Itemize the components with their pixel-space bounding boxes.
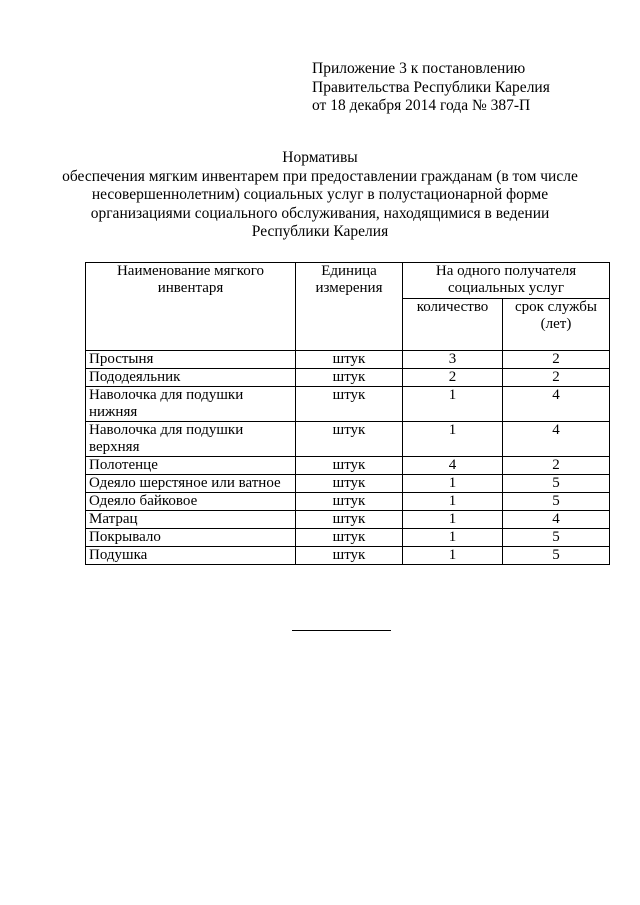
row-service-life-cell: 5 [503,529,610,547]
title-line: несовершеннолетним) социальных услуг в полустационарной форме [91,186,549,203]
row-service-life-cell: 4 [503,511,610,529]
header-per-recipient: На одного получателя социальных услуг [403,263,610,299]
appendix-line: Правительства Республики Карелия [312,78,550,96]
row-quantity-cell: 3 [403,351,503,369]
row-unit-cell: штук [296,351,403,369]
row-quantity-cell: 1 [403,547,503,565]
title-heading: Нормативы [282,149,358,166]
row-quantity-cell: 1 [403,475,503,493]
row-service-life-cell: 2 [503,351,610,369]
row-quantity-cell: 1 [403,387,503,422]
row-unit-cell: штук [296,369,403,387]
row-name-cell: Наволочка для подушки верхняя [86,422,296,457]
table-row [86,511,610,529]
row-name-cell: Пододеяльник [86,369,296,387]
table-row [86,351,610,369]
table-row [86,547,610,565]
header-unit: Единица измерения [296,263,403,351]
row-name-cell: Подушка [86,547,296,565]
row-service-life-cell: 5 [503,475,610,493]
signature-line [292,630,391,631]
row-service-life-cell: 5 [503,547,610,565]
row-service-life-cell: 5 [503,493,610,511]
row-name-cell: Покрывало [86,529,296,547]
row-quantity-cell: 4 [403,457,503,475]
row-unit-cell: штук [296,422,403,457]
row-quantity-cell: 1 [403,493,503,511]
norms-table [85,262,610,565]
row-name-cell: Простыня [86,351,296,369]
row-service-life-cell: 4 [503,422,610,457]
row-unit-cell: штук [296,511,403,529]
table-row [86,422,610,457]
header-quantity: количество [403,299,503,351]
appendix-block [312,60,550,116]
table-row [86,369,610,387]
title-line: обеспечения мягким инвентарем при предоставлении гражданам (в том числе [62,167,578,185]
title-line: организациями социального обслуживания, находящимися в ведении [90,204,550,222]
row-service-life-cell: 4 [503,387,610,422]
row-name-cell: Одеяло байковое [86,493,296,511]
row-unit-cell: штук [296,547,403,565]
table-row [86,475,610,493]
row-service-life-cell: 2 [503,457,610,475]
appendix-line: Приложение 3 к постановлению [312,60,526,77]
row-service-life-cell: 2 [503,369,610,387]
table-row [86,493,610,511]
row-name-cell: Матрац [86,511,296,529]
document-title [60,149,580,242]
row-name-cell: Наволочка для подушки нижняя [86,387,296,422]
row-quantity-cell: 1 [403,422,503,457]
header-name: Наименование мягкого инвентаря [86,263,296,351]
row-unit-cell: штук [296,475,403,493]
table-row [86,529,610,547]
table-row [86,457,610,475]
table-row [86,387,610,422]
row-unit-cell: штук [296,529,403,547]
row-name-cell: Одеяло шерстяное или ватное [86,475,296,493]
row-unit-cell: штук [296,457,403,475]
title-line: Республики Карелия [251,223,389,240]
row-name-cell: Полотенце [86,457,296,475]
appendix-line: от 18 декабря 2014 года № 387-П [312,97,531,114]
row-quantity-cell: 1 [403,511,503,529]
row-quantity-cell: 1 [403,529,503,547]
row-unit-cell: штук [296,493,403,511]
row-quantity-cell: 2 [403,369,503,387]
table-body [86,351,610,565]
header-service-life: срок службы (лет) [503,299,610,351]
row-unit-cell: штук [296,387,403,422]
